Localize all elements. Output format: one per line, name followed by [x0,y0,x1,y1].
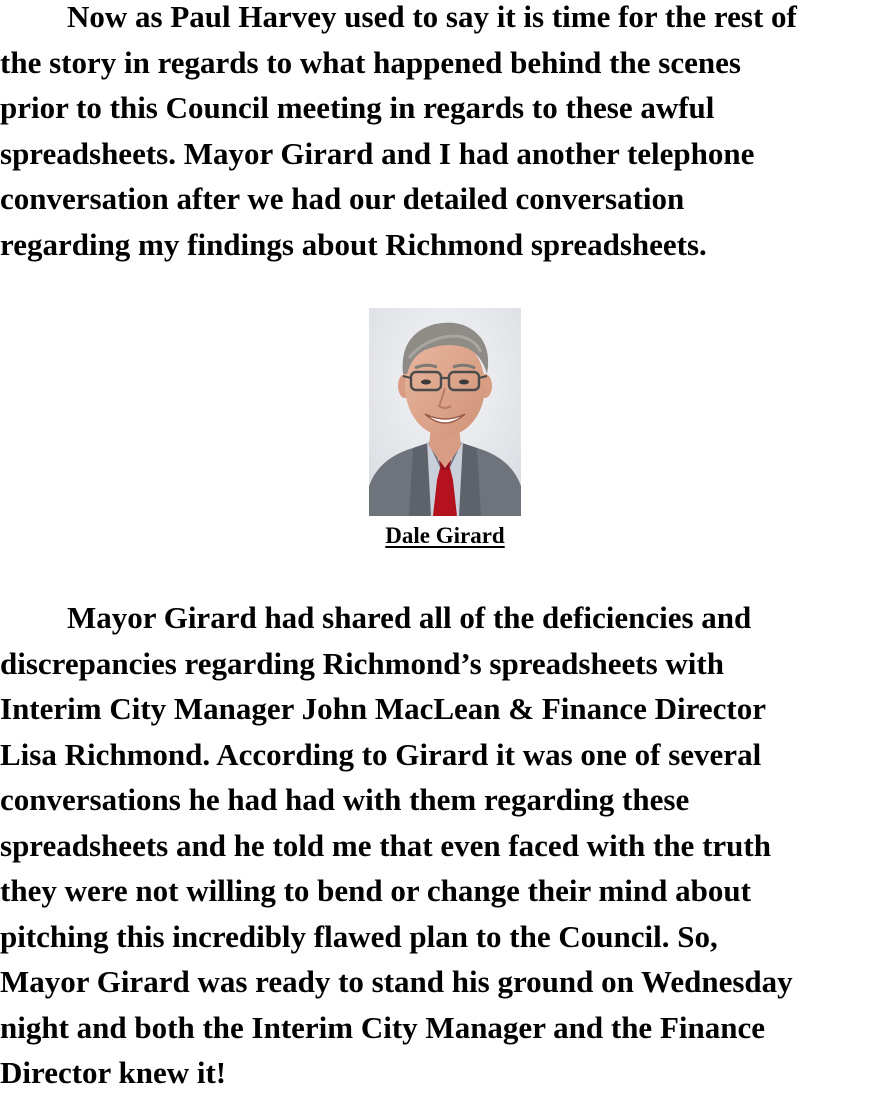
paragraph-line: night and both the Interim City Manager and the Finance [0,1009,765,1045]
paragraph-intro [0,0,880,267]
paragraph-line: spreadsheets and he told me that even faced with the truth [0,827,771,863]
paragraph-line: Interim City Manager John MacLean & Finance Director [0,691,766,726]
paragraph-body [0,595,880,1096]
paragraph-line: prior to this Council meeting in regards to these awful [0,90,715,125]
paragraph-line: Now as Paul Harvey used to say it is time for the rest of [67,0,797,34]
paragraph-line: discrepancies regarding Richmond’s spreadsheets with [0,645,724,681]
portrait-illustration [369,308,521,516]
portrait-photo [369,308,521,516]
paragraph-line: Mayor Girard was ready to stand his ground on Wednesday [0,964,793,999]
paragraph-line: pitching this incredibly flawed plan to the Council. So, [0,918,718,954]
photo-caption: Dale Girard [385,523,505,548]
paragraph-line: conversations he had had with them regarding these [0,782,690,817]
paragraph-line: they were not willing to bend or change their mind about [0,873,751,908]
paragraph-line: spreadsheets. Mayor Girard and I had another telephone [0,135,755,171]
paragraph-line: Mayor Girard had shared all of the deficiencies and [67,600,752,635]
paragraph-line: conversation after we had our detailed conversation [0,181,685,216]
paragraph-line: the story in regards to what happened behind the scenes [0,44,741,80]
paragraph-line: Director knew it! [0,1055,227,1090]
paragraph-line: Lisa Richmond. According to Girard it was one of several [0,736,762,772]
paragraph-line: regarding my findings about Richmond spreadsheets. [0,226,707,262]
